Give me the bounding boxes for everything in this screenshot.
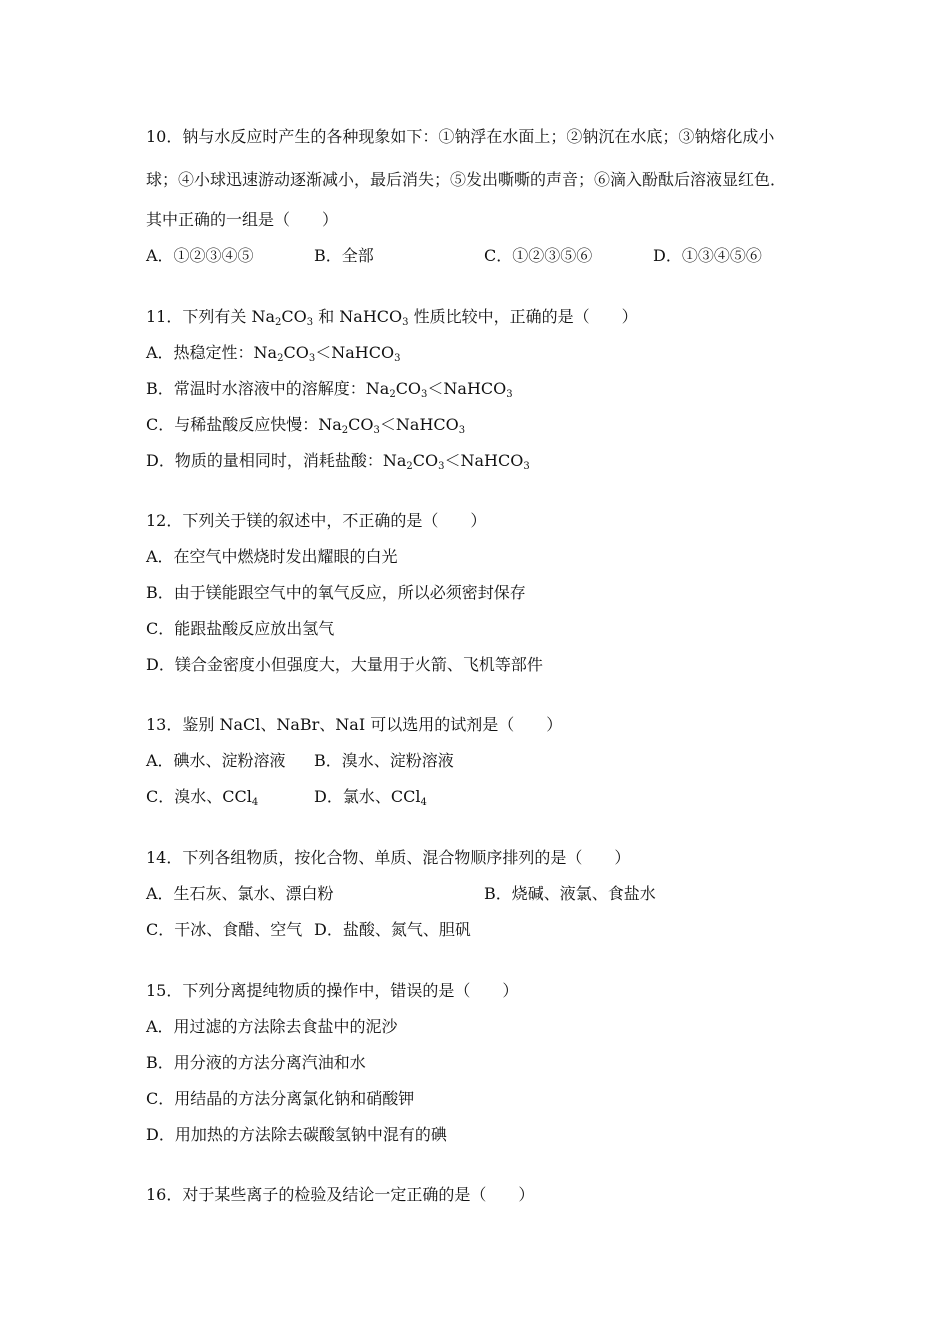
question-11-option-c: C．与稀盐酸反应快慢：$Na_2CO_3<NaHCO_3$ <box>146 415 466 436</box>
question-14-option-b: B．烧碱、液氯、食盐水 <box>484 884 656 903</box>
question-15-stem: 15．下列分离提纯物质的操作中，错误的是（ ） <box>146 981 519 1000</box>
question-12-option-c: C．能跟盐酸反应放出氢气 <box>146 619 335 638</box>
question-11-option-d: D．物质的量相同时，消耗盐酸：$Na_2CO_3<NaHCO_3$ <box>146 451 530 472</box>
question-10-option-d: D．①③④⑤⑥ <box>653 246 762 265</box>
question-14-option-a: A．生石灰、氯水、漂白粉 <box>146 884 334 903</box>
question-15-option-b: B．用分液的方法分离汽油和水 <box>146 1053 366 1072</box>
question-13-option-b: B．溴水、淀粉溶液 <box>314 751 454 770</box>
question-15-option-d: D．用加热的方法除去碳酸氢钠中混有的碘 <box>146 1125 447 1144</box>
question-12-stem: 12．下列关于镁的叙述中，不正确的是（ ） <box>146 511 487 530</box>
question-14-option-c: C．干冰、食醋、空气 <box>146 920 303 939</box>
question-13-option-d: D．氯水、CCl$_4$ <box>314 787 427 808</box>
question-10-stem-line-1: 10．钠与水反应时产生的各种现象如下：①钠浮在水面上；②钠沉在水底；③钠熔化成小 <box>146 127 775 146</box>
question-11-stem: 11．下列有关 $Na_2CO_3$ 和 NaHCO$_3$ 性质比较中，正确的是（ ） <box>146 307 638 328</box>
question-12-option-a: A．在空气中燃烧时发出耀眼的白光 <box>146 547 398 566</box>
question-10-stem-line-2: 球；④小球迅速游动逐渐减小，最后消失；⑤发出嘶嘶的声音；⑥滴入酚酞后溶液显红色． <box>146 170 787 189</box>
question-11-option-a: A．热稳定性：$Na_2CO_3<NaHCO_3$ <box>146 343 401 364</box>
question-15-option-a: A．用过滤的方法除去食盐中的泥沙 <box>146 1017 398 1036</box>
question-10-option-c: C．①②③⑤⑥ <box>484 246 593 265</box>
question-15-option-c: C．用结晶的方法分离氯化钠和硝酸钾 <box>146 1089 415 1108</box>
question-10-option-a: A．①②③④⑤ <box>146 246 254 265</box>
question-13-stem: 13．鉴别 NaCl、NaBr、NaI 可以选用的试剂是（ ） <box>146 715 563 734</box>
question-12-option-b: B．由于镁能跟空气中的氧气反应，所以必须密封保存 <box>146 583 526 602</box>
question-11-option-b: B．常温时水溶液中的溶解度：$Na_2CO_3<NaHCO_3$ <box>146 379 513 400</box>
question-10-stem-line-3: 其中正确的一组是（ ） <box>146 210 339 229</box>
question-14-option-d: D．盐酸、氮气、胆矾 <box>314 920 471 939</box>
question-13-option-c: C．溴水、CCl$_4$ <box>146 787 259 808</box>
question-13-option-a: A．碘水、淀粉溶液 <box>146 751 286 770</box>
question-12-option-d: D．镁合金密度小但强度大，大量用于火箭、飞机等部件 <box>146 655 543 674</box>
question-16-stem: 16．对于某些离子的检验及结论一定正确的是（ ） <box>146 1185 535 1204</box>
question-10-option-b: B．全部 <box>314 246 374 265</box>
question-14-stem: 14．下列各组物质，按化合物、单质、混合物顺序排列的是（ ） <box>146 848 631 867</box>
